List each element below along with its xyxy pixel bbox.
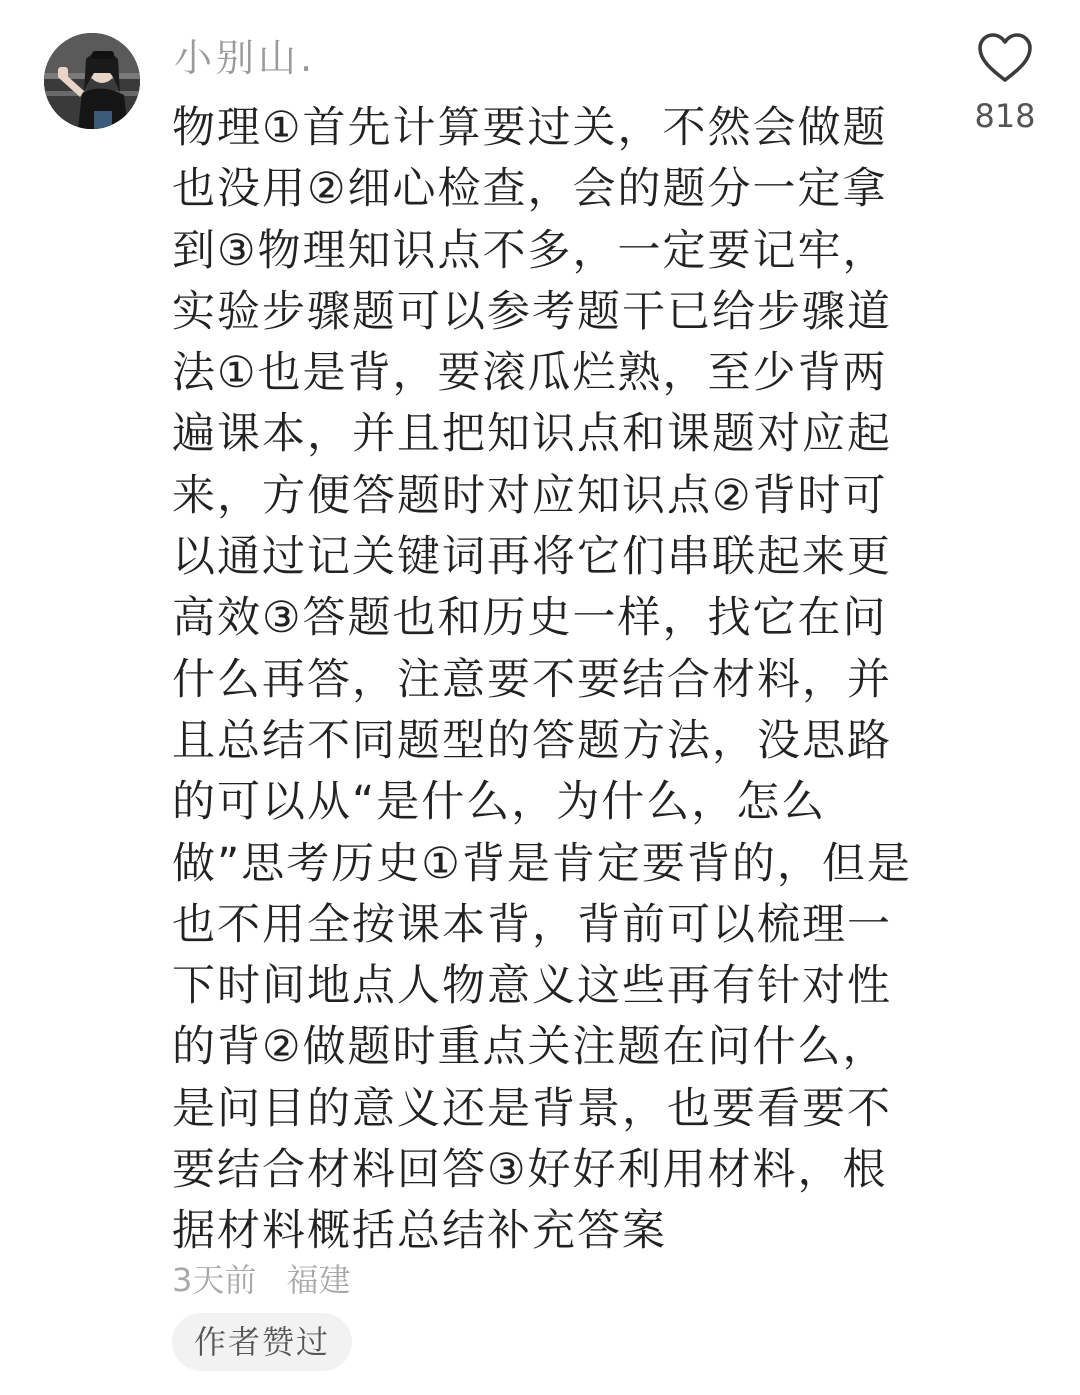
like-count: 818 bbox=[974, 97, 1036, 135]
avatar[interactable] bbox=[44, 33, 140, 129]
avatar-image bbox=[44, 33, 140, 129]
author-liked-badge: 作者赞过 bbox=[172, 1313, 352, 1371]
comment-text: 物理①首先计算要过关，不然会做题也没用②细心检查，会的题分一定拿到③物理知识点不多，一定要记牢，实验步骤题可以参考题干已给步骤道法①也是背，要滚瓜烂熟，至少背两遍课本，并且把知识点和课题对应起来，方便答题时对应知识点②背时可以通过记关键词再将它们串联起来更高效③答题也和历史一样，找它在问什么再答，注意要不要结合材料，并且总结不同题型的答题方法，没思路的可以从“是什么，为什么，怎么做”思考历史①背是肯定要背的，但是也不用全按课本背，背前可以梳理一下时间地点人物意义这些再有针对性的背②做题时重点关注题在问什么，是问目的意义还是背景，也要看要不要结合材料回答③好好利用材料，根据材料概括总结补充答案 bbox=[172, 103, 912, 1257]
comment-location: 福建 bbox=[286, 1261, 351, 1299]
comment-meta bbox=[172, 1258, 351, 1302]
username[interactable]: 小别山. bbox=[174, 36, 317, 80]
like-button[interactable] bbox=[960, 32, 1050, 136]
comment-time: 3天前 bbox=[172, 1261, 257, 1299]
heart-outline-icon[interactable] bbox=[977, 32, 1033, 84]
